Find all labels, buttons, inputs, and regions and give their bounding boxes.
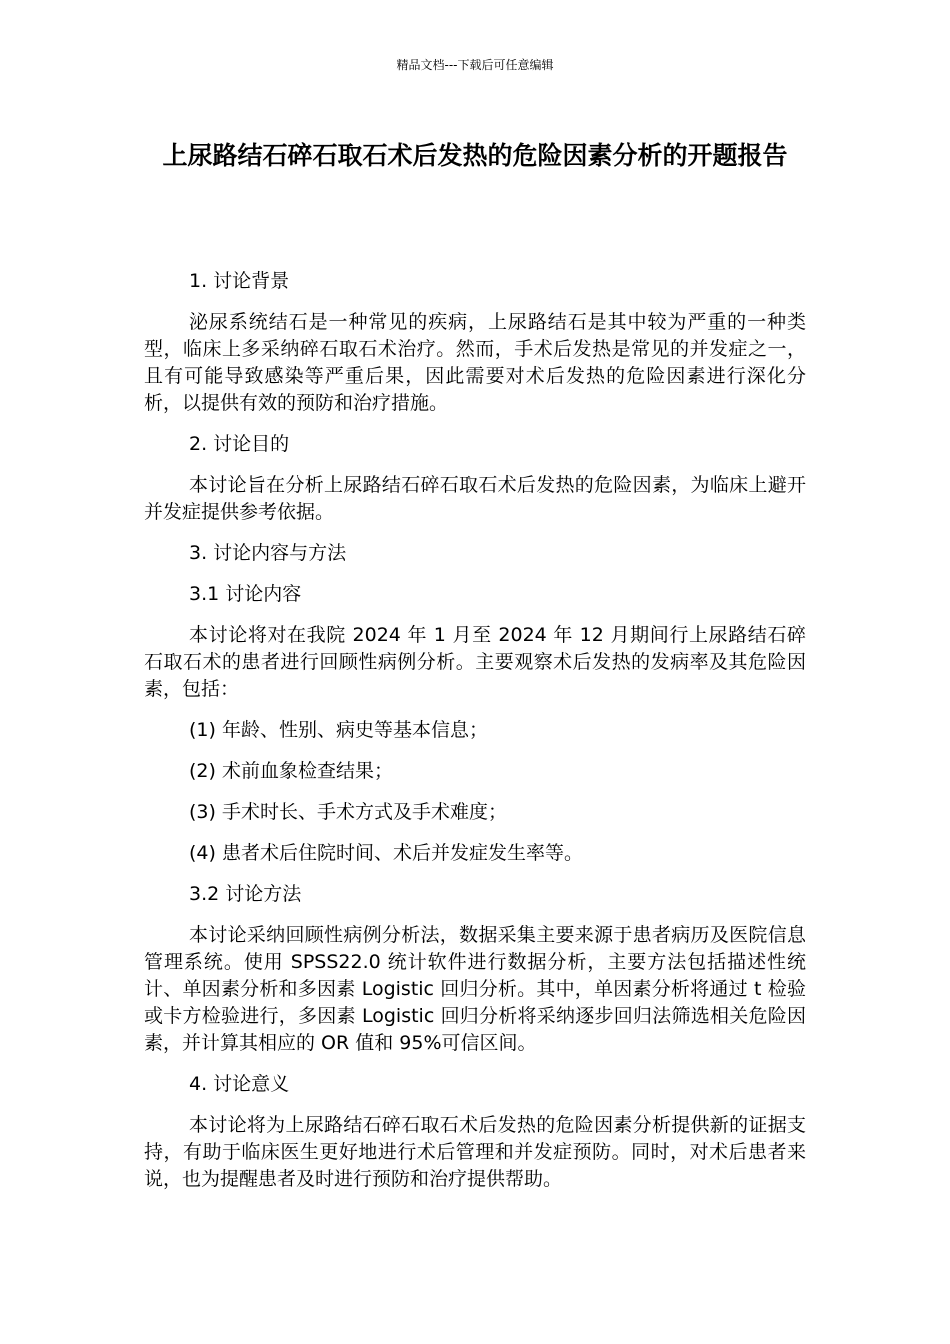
list-item: (2) 术前血象检查结果； [189, 760, 393, 782]
list-item: (3) 手术时长、手术方式及手术难度； [189, 801, 507, 823]
section-heading-significance: 4. 讨论意义 [189, 1073, 290, 1095]
list-item: (1) 年龄、性别、病史等基本信息； [189, 719, 488, 741]
page-header: 精品文档---下载后可任意编辑 [396, 58, 554, 72]
list-item: (4) 患者术后住院时间、术后并发症发生率等。 [189, 842, 583, 864]
section-heading-background: 1. 讨论背景 [189, 270, 290, 292]
paragraph-content: 本讨论将对在我院 2024 年 1 月至 2024 年 12 月期间行上尿路结石碎石取石术的患者进行回顾性病例分析。主要观察术后发热的发病率及其危险因素，包括： [144, 624, 806, 700]
paragraph-method: 本讨论采纳回顾性病例分析法，数据采集主要来源于患者病历及医院信息管理系统。使用 SPSS22.0 统计软件进行数据分析，主要方法包括描述性统计、单因素分析和多因素 Logistic 回归分析。其中，单因素分析将通过 t 检验或卡方检验进行，多因素 Logistic 回归分析将采纳逐步回归法筛选相关危险因素，并计算其相应的 OR 值和 95%可信区间。 [144, 924, 806, 1054]
paragraph-significance: 本讨论将为上尿路结石碎石取石术后发热的危险因素分析提供新的证据支持，有助于临床医生更好地进行术后管理和并发症预防。同时，对术后患者来说，也为提醒患者及时进行预防和治疗提供帮助。 [144, 1114, 806, 1190]
section-heading-content-method: 3. 讨论内容与方法 [189, 542, 347, 564]
subsection-heading-content: 3.1 讨论内容 [189, 583, 302, 605]
document-body [144, 268, 806, 1207]
document-title: 上尿路结石碎石取石术后发热的危险因素分析的开题报告 [162, 141, 788, 170]
subsection-heading-method: 3.2 讨论方法 [189, 883, 302, 905]
section-heading-purpose: 2. 讨论目的 [189, 433, 290, 455]
paragraph-purpose: 本讨论旨在分析上尿路结石碎石取石术后发热的危险因素，为临床上避开并发症提供参考依据。 [144, 474, 806, 523]
paragraph-background: 泌尿系统结石是一种常见的疾病，上尿路结石是其中较为严重的一种类型，临床上多采纳碎石取石术治疗。然而，手术后发热是常见的并发症之一，且有可能导致感染等严重后果，因此需要对术后发热的危险因素进行深化分析，以提供有效的预防和治疗措施。 [144, 311, 806, 414]
